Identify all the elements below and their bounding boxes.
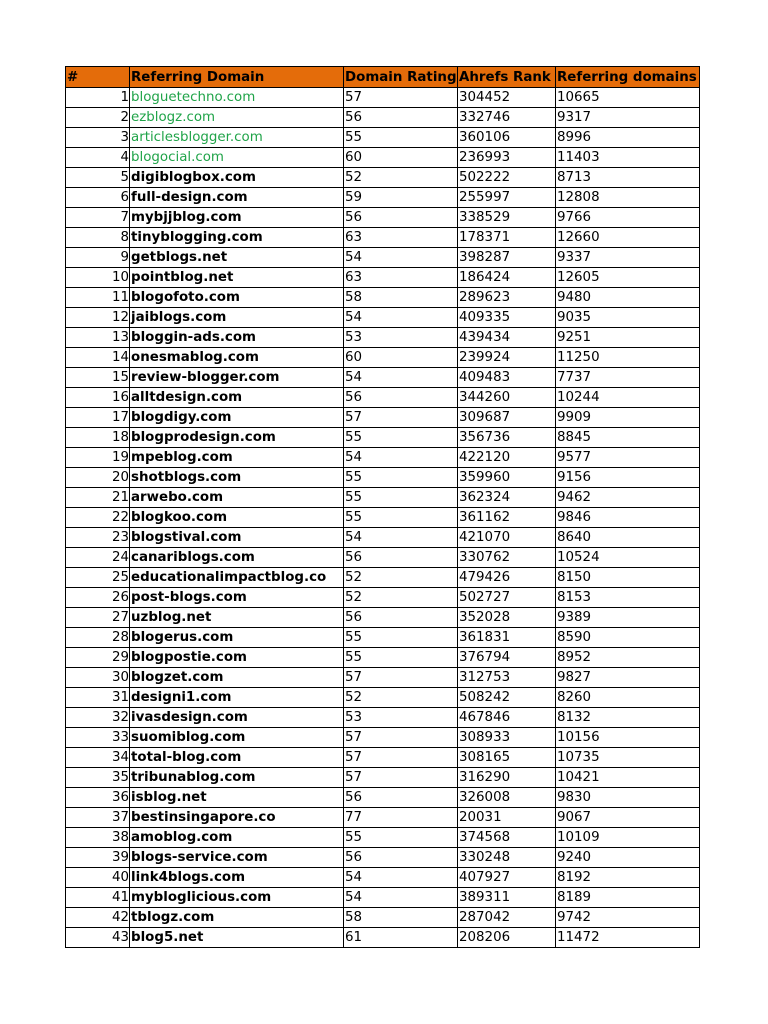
domain-cell[interactable]: total-blog.com (130, 748, 344, 768)
domain-rating-cell[interactable]: 59 (344, 188, 458, 208)
domain-rating-cell[interactable]: 54 (344, 368, 458, 388)
row-index-cell[interactable]: 4 (66, 148, 130, 168)
row-index-cell[interactable]: 5 (66, 168, 130, 188)
referring-domains-cell[interactable]: 12605 (556, 268, 700, 288)
referring-domains-cell[interactable]: 9462 (556, 488, 700, 508)
ahrefs-rank-cell[interactable]: 502222 (458, 168, 556, 188)
row-index-cell[interactable]: 7 (66, 208, 130, 228)
referring-domains-cell[interactable]: 8153 (556, 588, 700, 608)
table-row (66, 668, 700, 688)
domain-cell[interactable]: bloggin-ads.com (130, 328, 344, 348)
table-row (66, 228, 700, 248)
table-row (66, 468, 700, 488)
referring-domains-cell[interactable]: 9067 (556, 808, 700, 828)
domain-rating-cell[interactable]: 55 (344, 128, 458, 148)
domain-rating-cell[interactable]: 55 (344, 428, 458, 448)
row-index-cell[interactable]: 14 (66, 348, 130, 368)
ahrefs-rank-cell[interactable]: 422120 (458, 448, 556, 468)
referring-domains-cell[interactable]: 11250 (556, 348, 700, 368)
ahrefs-rank-cell[interactable]: 359960 (458, 468, 556, 488)
table-row (66, 868, 700, 888)
row-index-cell[interactable]: 10 (66, 268, 130, 288)
referring-domains-cell[interactable]: 7737 (556, 368, 700, 388)
domain-cell[interactable]: blogstival.com (130, 528, 344, 548)
domain-rating-cell[interactable]: 57 (344, 408, 458, 428)
domain-rating-cell[interactable]: 57 (344, 88, 458, 108)
domain-rating-cell[interactable]: 56 (344, 788, 458, 808)
table-row (66, 928, 700, 948)
ahrefs-rank-cell[interactable]: 332746 (458, 108, 556, 128)
row-index-cell[interactable]: 39 (66, 848, 130, 868)
table-row (66, 188, 700, 208)
row-index-cell[interactable]: 1 (66, 88, 130, 108)
table-row (66, 108, 700, 128)
domain-rating-cell[interactable]: 52 (344, 688, 458, 708)
row-index-cell[interactable]: 33 (66, 728, 130, 748)
domain-cell[interactable]: digiblogbox.com (130, 168, 344, 188)
table-row (66, 548, 700, 568)
row-index-cell[interactable]: 22 (66, 508, 130, 528)
referring-domains-cell[interactable]: 9846 (556, 508, 700, 528)
domain-rating-cell[interactable]: 54 (344, 308, 458, 328)
referring-domains-cell[interactable]: 8845 (556, 428, 700, 448)
table-row (66, 488, 700, 508)
table-row (66, 348, 700, 368)
referring-domains-cell[interactable]: 8713 (556, 168, 700, 188)
domain-rating-cell[interactable]: 54 (344, 528, 458, 548)
domain-cell[interactable]: bestinsingapore.co (130, 808, 344, 828)
ahrefs-rank-cell[interactable]: 289623 (458, 288, 556, 308)
domain-cell[interactable]: pointblog.net (130, 268, 344, 288)
domain-cell[interactable]: arwebo.com (130, 488, 344, 508)
domain-cell[interactable]: bloguetechno.com (130, 88, 344, 108)
domain-cell[interactable]: review-blogger.com (130, 368, 344, 388)
domain-rating-cell[interactable]: 54 (344, 868, 458, 888)
ahrefs-rank-cell[interactable]: 308933 (458, 728, 556, 748)
domain-rating-cell[interactable]: 61 (344, 928, 458, 948)
ahrefs-rank-cell[interactable]: 361162 (458, 508, 556, 528)
header-index[interactable]: # (66, 67, 130, 88)
domain-cell[interactable]: tinyblogging.com (130, 228, 344, 248)
referring-domains-cell[interactable]: 9035 (556, 308, 700, 328)
row-index-cell[interactable]: 43 (66, 928, 130, 948)
domain-cell[interactable]: shotblogs.com (130, 468, 344, 488)
table-row (66, 508, 700, 528)
referring-domains-cell[interactable]: 9830 (556, 788, 700, 808)
domain-rating-cell[interactable]: 57 (344, 728, 458, 748)
table-row (66, 828, 700, 848)
row-index-cell[interactable]: 37 (66, 808, 130, 828)
ahrefs-rank-cell[interactable]: 409335 (458, 308, 556, 328)
ahrefs-rank-cell[interactable]: 287042 (458, 908, 556, 928)
row-index-cell[interactable]: 42 (66, 908, 130, 928)
table-row (66, 308, 700, 328)
table-row (66, 388, 700, 408)
table-row (66, 888, 700, 908)
ahrefs-rank-cell[interactable]: 407927 (458, 868, 556, 888)
ahrefs-rank-cell[interactable]: 352028 (458, 608, 556, 628)
ahrefs-rank-cell[interactable]: 389311 (458, 888, 556, 908)
domain-rating-cell[interactable]: 57 (344, 748, 458, 768)
ahrefs-rank-cell[interactable]: 360106 (458, 128, 556, 148)
ahrefs-rank-cell[interactable]: 421070 (458, 528, 556, 548)
ahrefs-rank-cell[interactable]: 236993 (458, 148, 556, 168)
ahrefs-rank-cell[interactable]: 439434 (458, 328, 556, 348)
table-row (66, 728, 700, 748)
referring-domains-cell[interactable]: 10156 (556, 728, 700, 748)
row-index-cell[interactable]: 34 (66, 748, 130, 768)
row-index-cell[interactable]: 38 (66, 828, 130, 848)
domain-cell[interactable]: blogpostie.com (130, 648, 344, 668)
header-row (66, 67, 700, 88)
referring-domains-cell[interactable]: 9389 (556, 608, 700, 628)
row-index-cell[interactable]: 30 (66, 668, 130, 688)
row-index-cell[interactable]: 41 (66, 888, 130, 908)
domain-rating-cell[interactable]: 54 (344, 248, 458, 268)
table-row (66, 808, 700, 828)
domain-rating-cell[interactable]: 56 (344, 548, 458, 568)
domain-cell[interactable]: uzblog.net (130, 608, 344, 628)
domain-rating-cell[interactable]: 56 (344, 208, 458, 228)
domain-cell[interactable]: jaiblogs.com (130, 308, 344, 328)
referring-domains-cell[interactable]: 8640 (556, 528, 700, 548)
ahrefs-rank-cell[interactable]: 186424 (458, 268, 556, 288)
ahrefs-rank-cell[interactable]: 398287 (458, 248, 556, 268)
referring-domains-cell[interactable]: 9909 (556, 408, 700, 428)
ahrefs-rank-cell[interactable]: 508242 (458, 688, 556, 708)
referring-domains-cell[interactable]: 10109 (556, 828, 700, 848)
domain-cell[interactable]: alltdesign.com (130, 388, 344, 408)
row-index-cell[interactable]: 9 (66, 248, 130, 268)
domain-cell[interactable]: tribunablog.com (130, 768, 344, 788)
table-row (66, 328, 700, 348)
referring-domains-cell[interactable]: 8952 (556, 648, 700, 668)
ahrefs-rank-cell[interactable]: 309687 (458, 408, 556, 428)
domain-cell[interactable]: isblog.net (130, 788, 344, 808)
domain-rating-cell[interactable]: 58 (344, 908, 458, 928)
table-row (66, 268, 700, 288)
domain-rating-cell[interactable]: 58 (344, 288, 458, 308)
domain-rating-cell[interactable]: 55 (344, 508, 458, 528)
table-row (66, 628, 700, 648)
row-index-cell[interactable]: 24 (66, 548, 130, 568)
table-row (66, 408, 700, 428)
table-row (66, 648, 700, 668)
row-index-cell[interactable]: 8 (66, 228, 130, 248)
referring-domains-cell[interactable]: 8192 (556, 868, 700, 888)
domain-rating-cell[interactable]: 60 (344, 148, 458, 168)
referring-domains-cell[interactable]: 10524 (556, 548, 700, 568)
domain-rating-cell[interactable]: 63 (344, 268, 458, 288)
domain-cell[interactable]: blogs-service.com (130, 848, 344, 868)
ahrefs-rank-cell[interactable]: 239924 (458, 348, 556, 368)
row-index-cell[interactable]: 21 (66, 488, 130, 508)
domain-rating-cell[interactable]: 53 (344, 708, 458, 728)
row-index-cell[interactable]: 28 (66, 628, 130, 648)
row-index-cell[interactable]: 25 (66, 568, 130, 588)
referring-domains-cell[interactable]: 8260 (556, 688, 700, 708)
table-row (66, 748, 700, 768)
domain-cell[interactable]: tblogz.com (130, 908, 344, 928)
domain-rating-cell[interactable]: 56 (344, 848, 458, 868)
referring-domains-cell[interactable]: 10665 (556, 88, 700, 108)
row-index-cell[interactable]: 6 (66, 188, 130, 208)
referring-domains-cell[interactable]: 9577 (556, 448, 700, 468)
referring-domains-cell[interactable]: 9827 (556, 668, 700, 688)
header-domain-rating[interactable]: Domain Rating (344, 67, 458, 88)
table-row (66, 88, 700, 108)
ahrefs-rank-cell[interactable]: 330248 (458, 848, 556, 868)
table-row (66, 688, 700, 708)
table-row (66, 428, 700, 448)
ahrefs-rank-cell[interactable]: 326008 (458, 788, 556, 808)
row-index-cell[interactable]: 23 (66, 528, 130, 548)
domain-cell[interactable]: educationalimpactblog.co (130, 568, 344, 588)
domain-cell[interactable]: suomiblog.com (130, 728, 344, 748)
row-index-cell[interactable]: 36 (66, 788, 130, 808)
row-index-cell[interactable]: 31 (66, 688, 130, 708)
referring-domains-cell[interactable]: 9317 (556, 108, 700, 128)
table-row (66, 848, 700, 868)
row-index-cell[interactable]: 26 (66, 588, 130, 608)
table-row (66, 208, 700, 228)
domain-cell[interactable]: onesmablog.com (130, 348, 344, 368)
referring-domains-cell[interactable]: 12660 (556, 228, 700, 248)
row-index-cell[interactable]: 29 (66, 648, 130, 668)
table-row (66, 568, 700, 588)
row-index-cell[interactable]: 13 (66, 328, 130, 348)
domain-cell[interactable]: blog5.net (130, 928, 344, 948)
table-row (66, 608, 700, 628)
domain-cell[interactable]: getblogs.net (130, 248, 344, 268)
domain-rating-cell[interactable]: 55 (344, 828, 458, 848)
table-row (66, 708, 700, 728)
domain-cell[interactable]: blogkoo.com (130, 508, 344, 528)
domain-cell[interactable]: link4blogs.com (130, 868, 344, 888)
domain-rating-cell[interactable]: 53 (344, 328, 458, 348)
domain-cell[interactable]: blogerus.com (130, 628, 344, 648)
domain-rating-cell[interactable]: 63 (344, 228, 458, 248)
domain-rating-cell[interactable]: 56 (344, 608, 458, 628)
row-index-cell[interactable]: 3 (66, 128, 130, 148)
row-index-cell[interactable]: 35 (66, 768, 130, 788)
ahrefs-rank-cell[interactable]: 344260 (458, 388, 556, 408)
referring-domains-cell[interactable]: 9156 (556, 468, 700, 488)
row-index-cell[interactable]: 27 (66, 608, 130, 628)
referring-domains-cell[interactable]: 11472 (556, 928, 700, 948)
ahrefs-rank-cell[interactable]: 20031 (458, 808, 556, 828)
row-index-cell[interactable]: 2 (66, 108, 130, 128)
referring-domains-cell[interactable]: 9337 (556, 248, 700, 268)
ahrefs-rank-cell[interactable]: 304452 (458, 88, 556, 108)
domain-rating-cell[interactable]: 55 (344, 468, 458, 488)
domain-cell[interactable]: mybjjblog.com (130, 208, 344, 228)
ahrefs-rank-cell[interactable]: 479426 (458, 568, 556, 588)
table-row (66, 368, 700, 388)
domain-rating-cell[interactable]: 77 (344, 808, 458, 828)
ahrefs-rank-cell[interactable]: 316290 (458, 768, 556, 788)
domain-rating-cell[interactable]: 60 (344, 348, 458, 368)
referring-domains-cell[interactable]: 10244 (556, 388, 700, 408)
row-index-cell[interactable]: 19 (66, 448, 130, 468)
domain-rating-cell[interactable]: 54 (344, 888, 458, 908)
domain-rating-cell[interactable]: 57 (344, 768, 458, 788)
domain-rating-cell[interactable]: 57 (344, 668, 458, 688)
domain-cell[interactable]: mpeblog.com (130, 448, 344, 468)
referring-domains-cell[interactable]: 8590 (556, 628, 700, 648)
domain-rating-cell[interactable]: 55 (344, 648, 458, 668)
ahrefs-rank-cell[interactable]: 312753 (458, 668, 556, 688)
referring-domains-table (65, 66, 700, 948)
domain-rating-cell[interactable]: 56 (344, 388, 458, 408)
table-row (66, 528, 700, 548)
ahrefs-rank-cell[interactable]: 178371 (458, 228, 556, 248)
domain-cell[interactable]: blogocial.com (130, 148, 344, 168)
domain-cell[interactable]: ezblogz.com (130, 108, 344, 128)
referring-domains-cell[interactable]: 9766 (556, 208, 700, 228)
row-index-cell[interactable]: 18 (66, 428, 130, 448)
domain-cell[interactable]: amoblog.com (130, 828, 344, 848)
table-row (66, 788, 700, 808)
referring-domains-cell[interactable]: 8189 (556, 888, 700, 908)
row-index-cell[interactable]: 17 (66, 408, 130, 428)
domain-rating-cell[interactable]: 52 (344, 568, 458, 588)
ahrefs-rank-cell[interactable]: 338529 (458, 208, 556, 228)
referring-domains-cell[interactable]: 12808 (556, 188, 700, 208)
row-index-cell[interactable]: 15 (66, 368, 130, 388)
referring-domains-cell[interactable]: 9742 (556, 908, 700, 928)
domain-cell[interactable]: blogprodesign.com (130, 428, 344, 448)
row-index-cell[interactable]: 12 (66, 308, 130, 328)
domain-cell[interactable]: mybloglicious.com (130, 888, 344, 908)
referring-domains-cell[interactable]: 9240 (556, 848, 700, 868)
table-row (66, 288, 700, 308)
table-row (66, 248, 700, 268)
table-row (66, 128, 700, 148)
ahrefs-rank-cell[interactable]: 255997 (458, 188, 556, 208)
domain-cell[interactable]: blogdigy.com (130, 408, 344, 428)
domain-cell[interactable]: blogofoto.com (130, 288, 344, 308)
domain-rating-cell[interactable]: 55 (344, 628, 458, 648)
referring-domains-cell[interactable]: 9251 (556, 328, 700, 348)
referring-domains-cell[interactable]: 10421 (556, 768, 700, 788)
domain-rating-cell[interactable]: 54 (344, 448, 458, 468)
referring-domains-cell[interactable]: 9480 (556, 288, 700, 308)
domain-rating-cell[interactable]: 52 (344, 168, 458, 188)
referring-domains-cell[interactable]: 8132 (556, 708, 700, 728)
domain-cell[interactable]: ivasdesign.com (130, 708, 344, 728)
table-row (66, 588, 700, 608)
referring-domains-cell[interactable]: 11403 (556, 148, 700, 168)
header-referring-domains[interactable]: Referring domains (556, 67, 700, 88)
row-index-cell[interactable]: 16 (66, 388, 130, 408)
row-index-cell[interactable]: 32 (66, 708, 130, 728)
domain-cell[interactable]: canariblogs.com (130, 548, 344, 568)
ahrefs-rank-cell[interactable]: 362324 (458, 488, 556, 508)
ahrefs-rank-cell[interactable]: 308165 (458, 748, 556, 768)
ahrefs-rank-cell[interactable]: 330762 (458, 548, 556, 568)
referring-domains-cell[interactable]: 8996 (556, 128, 700, 148)
ahrefs-rank-cell[interactable]: 208206 (458, 928, 556, 948)
domain-cell[interactable]: blogzet.com (130, 668, 344, 688)
ahrefs-rank-cell[interactable]: 356736 (458, 428, 556, 448)
header-referring-domain[interactable]: Referring Domain (130, 67, 344, 88)
table-row (66, 768, 700, 788)
row-index-cell[interactable]: 11 (66, 288, 130, 308)
referring-domains-cell[interactable]: 10735 (556, 748, 700, 768)
row-index-cell[interactable]: 20 (66, 468, 130, 488)
domain-cell[interactable]: designi1.com (130, 688, 344, 708)
ahrefs-rank-cell[interactable]: 502727 (458, 588, 556, 608)
domain-cell[interactable]: articlesblogger.com (130, 128, 344, 148)
ahrefs-rank-cell[interactable]: 409483 (458, 368, 556, 388)
table-row (66, 448, 700, 468)
domain-rating-cell[interactable]: 55 (344, 488, 458, 508)
header-ahrefs-rank[interactable]: Ahrefs Rank (458, 67, 556, 88)
domain-cell[interactable]: post-blogs.com (130, 588, 344, 608)
table-row (66, 908, 700, 928)
table-row (66, 168, 700, 188)
row-index-cell[interactable]: 40 (66, 868, 130, 888)
ahrefs-rank-cell[interactable]: 376794 (458, 648, 556, 668)
domain-rating-cell[interactable]: 52 (344, 588, 458, 608)
domain-rating-cell[interactable]: 56 (344, 108, 458, 128)
ahrefs-rank-cell[interactable]: 361831 (458, 628, 556, 648)
table-row (66, 148, 700, 168)
ahrefs-rank-cell[interactable]: 374568 (458, 828, 556, 848)
referring-domains-cell[interactable]: 8150 (556, 568, 700, 588)
domain-cell[interactable]: full-design.com (130, 188, 344, 208)
ahrefs-rank-cell[interactable]: 467846 (458, 708, 556, 728)
